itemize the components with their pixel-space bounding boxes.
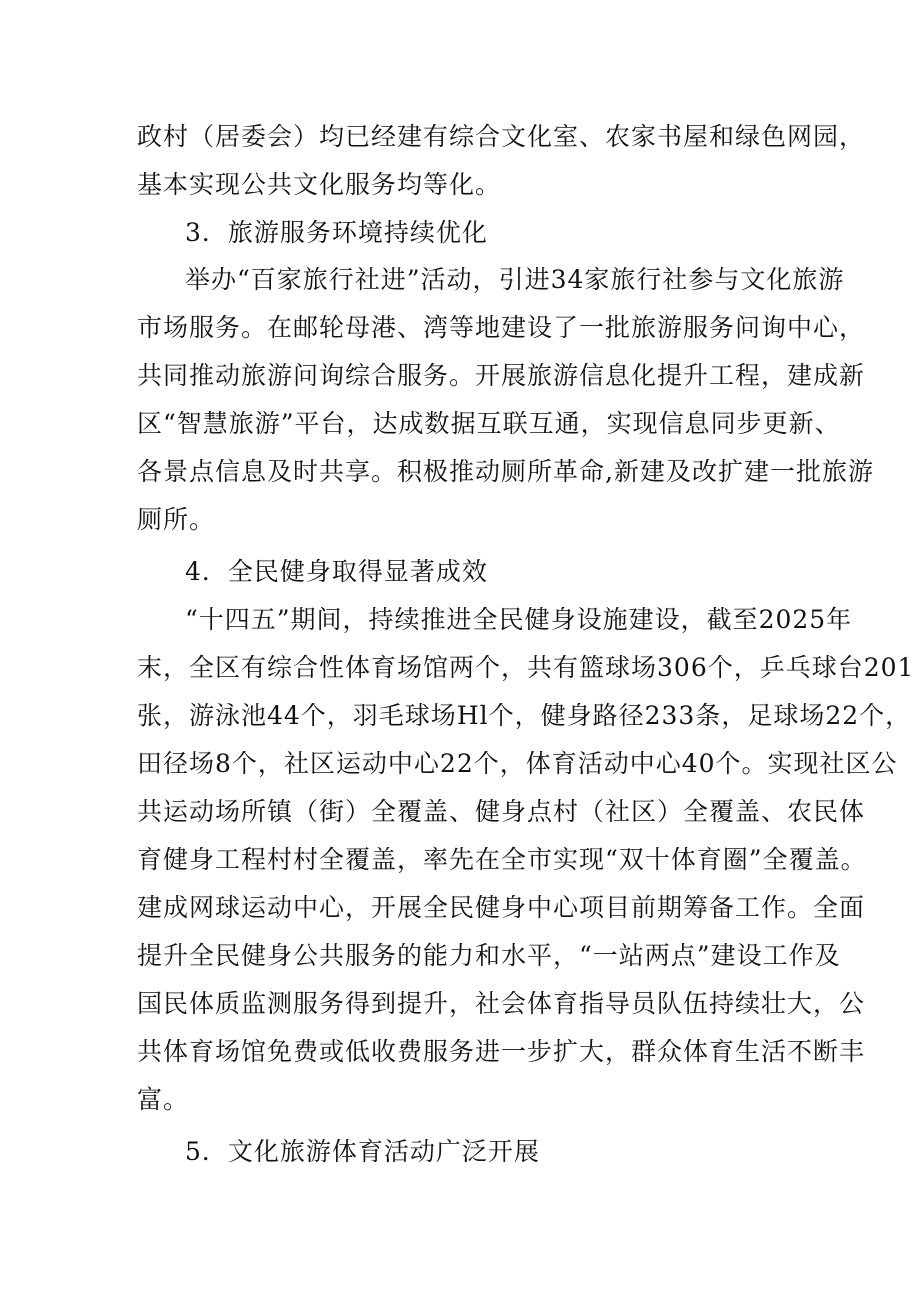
- paragraph-line: 区“智慧旅游”平台，达成数据互联互通，实现信息同步更新、: [137, 409, 841, 438]
- paragraph-line: 各景点信息及时共享。积极推动厕所革命,新建及改扩建一批旅游: [137, 457, 874, 486]
- paragraph-line: 建成网球运动中心，开展全民健身中心项目前期筹备工作。全面: [137, 893, 866, 922]
- paragraph-line: 提升全民健身公共服务的能力和水平，“一站两点”建设工作及: [137, 941, 841, 970]
- paragraph-line: 张，游泳池44个，羽毛球场Hl个，健身路径233条，足球场22个，: [137, 701, 912, 730]
- paragraph-line: 基本实现公共文化服务均等化。: [137, 170, 502, 199]
- paragraph-line: 市场服务。在邮轮母港、湾等地建设了一批旅游服务问询中心，: [137, 313, 866, 342]
- paragraph-line: 共同推动旅游问询综合服务。开展旅游信息化提升工程，建成新: [137, 361, 866, 390]
- paragraph-line: 政村（居委会）均已经建有综合文化室、农家书屋和绿色网园，: [137, 122, 866, 151]
- paragraph-line: 育健身工程村村全覆盖，率先在全市实现“双十体育圈”全覆盖。: [137, 845, 867, 874]
- paragraph-line: 厕所。: [137, 505, 216, 534]
- paragraph-line: 共运动场所镇（街）全覆盖、健身点村（社区）全覆盖、农民体: [137, 797, 866, 826]
- paragraph-line: “十四五”期间，持续推进全民健身设施建设，截至2025年: [185, 605, 853, 634]
- section-heading-5: 5．文化旅游体育活动广泛开展: [185, 1137, 540, 1166]
- section-heading-4: 4．全民健身取得显著成效: [185, 557, 488, 586]
- paragraph-line: 富。: [137, 1085, 190, 1114]
- section-heading-3: 3．旅游服务环境持续优化: [185, 218, 488, 247]
- paragraph-line: 共体育场馆免费或低收费服务进一步扩大，群众体育生活不断丰: [137, 1037, 866, 1066]
- paragraph-line: 末，全区有综合性体育场馆两个，共有篮球场306个，乒乓球台201: [137, 653, 915, 682]
- paragraph-line: 国民体质监测服务得到提升，社会体育指导员队伍持续壮大，公: [137, 989, 866, 1018]
- paragraph-line: 举办“百家旅行社进”活动，引进34家旅行社参与文化旅游: [185, 265, 845, 294]
- paragraph-line: 田径场8个，社区运动中心22个，体育活动中心40个。实现社区公: [137, 749, 898, 778]
